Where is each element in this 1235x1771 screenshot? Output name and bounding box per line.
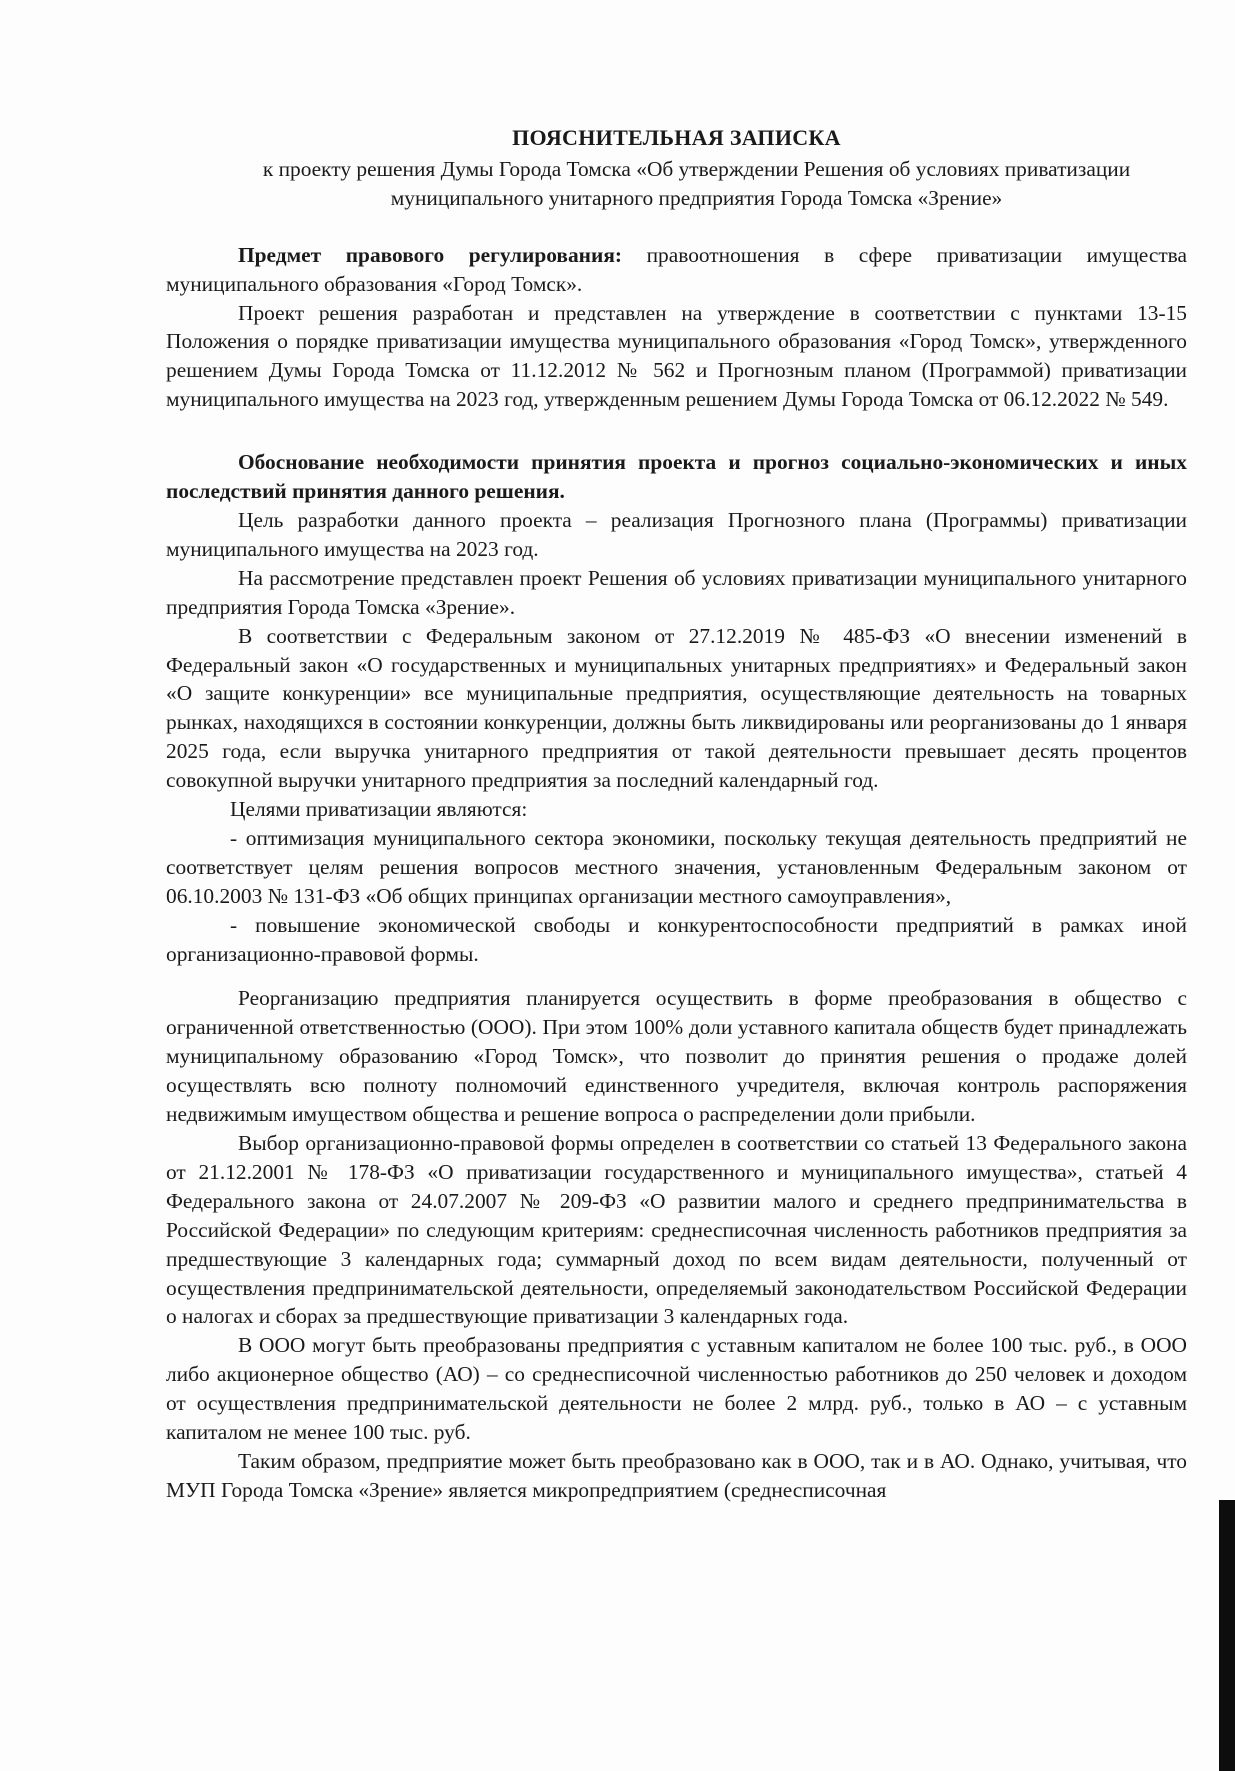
spacer (166, 968, 1187, 984)
basis-paragraph: Проект решения разработан и представлен на утверждение в соответствии с пунктами 13-15 Положения о порядке приватизации имущества муниципального образования «Город Томск», утвержденного решением Думы Города Томска от 11.12.2012 № 562 и Прогнозным планом (Программой) приватизации муниципального имущества на 2023 год, утвержденным решением Думы Города Томска от 06.12.2022 № 549. (166, 300, 1187, 412)
subject-text: правоотношения в сфере приватизации имущества муниципального образования «Город Томск». (166, 242, 1187, 296)
scan-edge-shadow (1219, 1500, 1235, 1771)
ooo-criteria-paragraph: В ООО могут быть преобразованы предприятия с уставным капиталом не более 100 тыс. руб., в ООО либо акционерное общество (АО) – со среднесписочной численностью работников до 250 человек и доходом от осуществления предпринимательской деятельности не более 2 млрд. руб., только в АО – с уставным капиталом не менее 100 тыс. руб. (166, 1333, 1187, 1445)
reorganization-paragraph: Реорганизацию предприятия планируется осуществить в форме преобразования в общество с ограниченной ответственностью (ООО). При этом 100% доли уставного капитала обществ будет принадлежать муниципальному образованию «Город Томск», что позволит до принятия решения о продаже долей осуществлять всю полноту полномочий единственного учредителя, включая контроль распоряжения недвижимым имуществом общества и решение вопроса о распределении доли прибыли. (166, 986, 1187, 1127)
submitted-paragraph: На рассмотрение представлен проект Решения об условиях приватизации муниципального унитарного предприятия Города Томска «Зрение». (166, 565, 1187, 619)
goal-item: - повышение экономической свободы и конкурентоспособности предприятий в рамках иной организационно-правовой формы. (166, 912, 1187, 966)
conclusion-paragraph: Таким образом, предприятие может быть преобразовано как в ООО, так и в АО. Однако, учитывая, что МУП Города Томска «Зрение» является микропредприятием (среднесписочная (166, 1448, 1187, 1502)
subject-heading: Предмет правового регулирования: (238, 242, 623, 267)
spacer (166, 414, 1187, 448)
document-title: ПОЯСНИТЕЛЬНАЯ ЗАПИСКА (512, 125, 841, 150)
document-subtitle: к проекту решения Думы Города Томска «Об утверждении Решения об условиях приватизации муниципального унитарного предприятия Города Томска «Зрение» (262, 156, 1131, 210)
goal-item: - оптимизация муниципального сектора экономики, поскольку текущая деятельность предприятий не соответствует целям решения вопросов местного значения, установленным Федеральным законом от 06.10.2003 № 131-ФЗ «Об общих принципах организации местного самоуправления», (166, 825, 1187, 908)
form-choice-paragraph: Выбор организационно-правовой формы определен в соответствии со статьей 13 Федерального закона от 21.12.2001 № 178-ФЗ «О приватизации государственного и муниципального имущества», статьей 4 Федерального закона от 24.07.2007 № 209-ФЗ «О развитии малого и среднего предпринимательства в Российской Федерации» по следующим критериям: среднесписочная численность работников предприятия за предшествующие 3 календарных года; суммарный доход по всем видам деятельности, полученный от осуществления предпринимательской деятельности, определяемый законодательством Российской Федерации о налогах и сборах за предшествующие приватизации 3 календарных года. (166, 1131, 1187, 1329)
goal-paragraph: Цель разработки данного проекта – реализация Прогнозного плана (Программы) приватизации муниципального имущества на 2023 год. (166, 507, 1187, 561)
spacer (166, 213, 1187, 241)
federal-law-paragraph: В соответствии с Федеральным законом от 27.12.2019 № 485-ФЗ «О внесении изменений в Федеральный закон «О государственных и муниципальных унитарных предприятиях» и Федеральный закон «О защите конкуренции» все муниципальные предприятия, осуществляющие деятельность на товарных рынках, находящихся в состоянии конкуренции, должны быть ликвидированы или реорганизованы до 1 января 2025 года, если выручка унитарного предприятия от такой деятельности превышает десять процентов совокупной выручки унитарного предприятия за последний календарный год. (166, 623, 1187, 793)
goals-intro: Целями приватизации являются: (230, 797, 528, 822)
document-body (166, 124, 1187, 1505)
subject-paragraph (166, 241, 1187, 299)
privatization-goals (166, 795, 1187, 968)
justification-heading: Обоснование необходимости принятия проекта и прогноз социально-экономических и иных последствий принятия данного решения. (166, 450, 1187, 504)
